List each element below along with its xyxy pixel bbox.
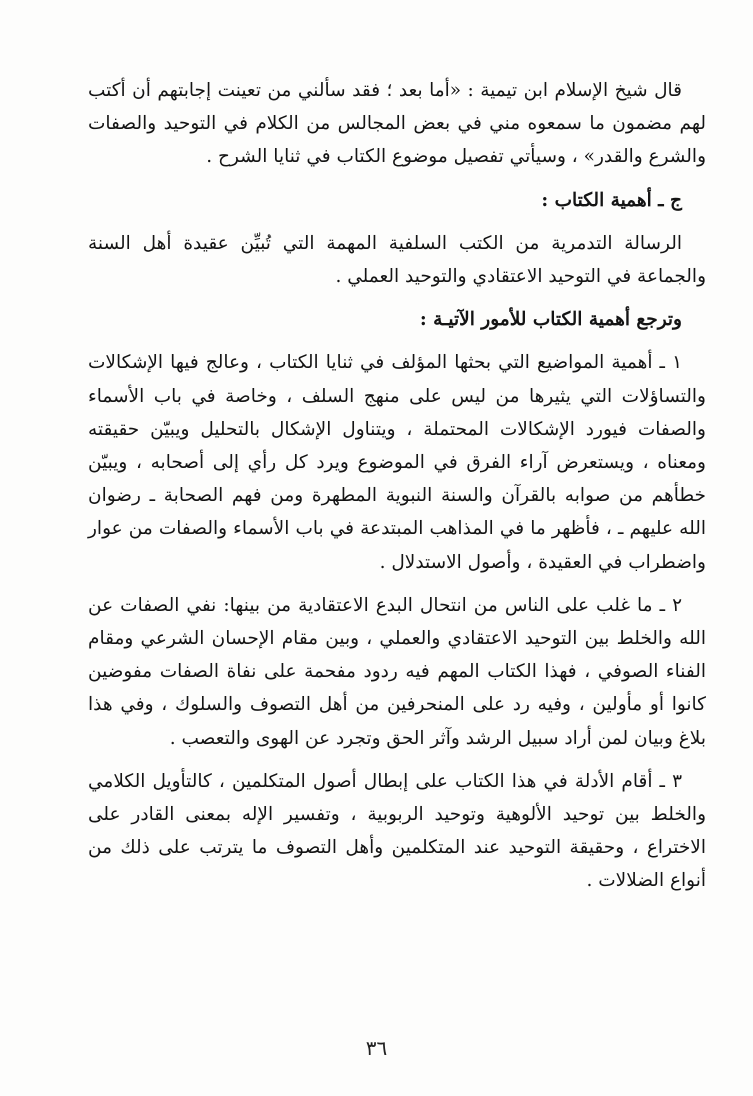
point-2-paragraph: ٢ ـ ما غلب على الناس من انتحال البدع الاعتقادية من بينها: نفي الصفات عن الله والخلط بين التوحيد الاعتقادي والعملي ، وبين مقام الإحسان الشرعي ومقام الفناء الصوفي ، فهذا الكتاب المهم فيه ردود مفحمة على نفاة الصفات مفوضين كانوا أو مأولين ، وفيه رد على المنحرفين من أهل التصوف والسلوك ، وفي هذا بلاغ وبيان لمن أراد سبيل الرشد وآثر الحق وتجرد عن الهوى والتعصب . bbox=[88, 594, 706, 749]
reasons-heading: وترجع أهمية الكتاب للأمور الآتيـة : bbox=[419, 309, 682, 331]
point-1-paragraph: ١ ـ أهمية المواضيع التي بحثها المؤلف في ثنايا الكتاب ، وعالج فيها الإشكالات والتساؤلات التي يثيرها من ليس على منهج السلف ، وخاصة في باب الأسماء والصفات فيورد الإشكالات المحتملة ، ويتناول الإشكال بالتحليل ويبيّن حقيقته ومعناه ، ويستعرض آراء الفرق في الموضوع ويرد كل رأي إلى أصحابه ، ويبيّن خطأهم من صوابه بالقرآن والسنة النبوية المطهرة ومن فهم الصحابة ـ رضوان الله عليهم ـ ، فأظهر ما في المذاهب المبتدعة في باب الأسماء والصفات من عوار واضطراب في العقيدة ، وأصول الاستدلال . bbox=[88, 352, 706, 573]
point-3-paragraph: ٣ ـ أقام الأدلة في هذا الكتاب على إبطال أصول المتكلمين ، كالتأويل الكلامي والخلط بين توحيد الألوهية وتوحيد الربوبية ، وتفسير الإله بمعنى القادر على الاختراع ، وحقيقة التوحيد عند المتكلمين وأهل التصوف ما يترتب على ذلك من أنواع الضلالات . bbox=[88, 770, 706, 892]
page-body bbox=[88, 74, 706, 908]
importance-paragraph: الرسالة التدمرية من الكتب السلفية المهمة التي تُبيِّن عقيدة أهل السنة والجماعة في التوحيد الاعتقادي والتوحيد العملي . bbox=[88, 232, 706, 288]
importance-heading: ج ـ أهمية الكتاب : bbox=[541, 189, 682, 211]
intro-paragraph: قال شيخ الإسلام ابن تيمية : «أما بعد ؛ فقد سألني من تعينت إجابتهم أن أكتب لهم مضمون ما سمعوه مني في بعض المجالس من الكلام في التوحيد والصفات والشرع والقدر» ، وسيأتي تفصيل موضوع الكتاب في ثنايا الشرح . bbox=[88, 80, 706, 168]
page-number: ٣٦ bbox=[365, 1036, 388, 1060]
